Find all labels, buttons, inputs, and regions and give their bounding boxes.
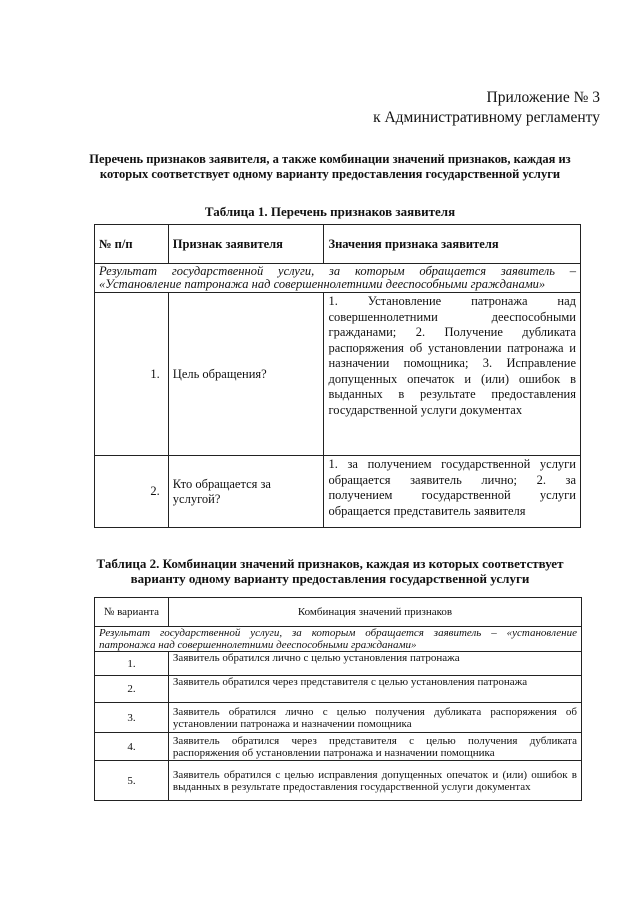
variant-text: Заявитель обратился через представителя с целью получения дубликата распоряжения об установлении патронажа и назначении помощника <box>168 733 581 761</box>
row-number: 2. <box>95 456 169 528</box>
document-heading: Перечень признаков заявителя, а также комбинации значений признаков, каждая из которых соответствует одному варианту предоставления государственной услуги <box>89 152 571 181</box>
result-row <box>95 627 582 652</box>
row-values: 1. за получением государственной услуги обращается заявитель лично; 2. за получением государственной услуги обращается представитель заявителя <box>324 456 581 528</box>
table-row <box>95 293 581 456</box>
row-number: 1. <box>95 293 169 456</box>
column-header-num: № п/п <box>95 225 169 264</box>
table-header-row <box>95 598 582 627</box>
variant-number: 4. <box>95 733 169 761</box>
result-text: Результат государственной услуги, за которым обращается заявитель – «Установление патронажа над совершеннолетними дееспособными гражданами» <box>95 264 581 293</box>
result-text: Результат государственной услуги, за которым обращается заявитель – «установление патронажа над совершеннолетними дееспособными гражданами» <box>95 627 582 652</box>
table-header-row <box>95 225 581 264</box>
row-values: 1. Установление патронажа над совершеннолетними дееспособными гражданами; 2. Получение дубликата распоряжения об установлении патронажа и назначении помощника; 3. Исправление допущенных опечаток и (или) ошибок в выданных в результате предоставления государственной услуги документах <box>324 293 581 456</box>
applicant-signs-table <box>94 224 581 528</box>
table-row <box>95 652 582 676</box>
column-header-combination: Комбинация значений признаков <box>168 598 581 627</box>
table-row <box>95 761 582 801</box>
column-header-values: Значения признака заявителя <box>324 225 581 264</box>
variant-number: 2. <box>95 676 169 703</box>
table2-title: Таблица 2. Комбинации значений признаков, каждая из которых соответствует варианту одному варианту предоставления государственной услуги <box>96 556 564 586</box>
result-row <box>95 264 581 293</box>
row-sign: Кто обращается за услугой? <box>168 456 324 528</box>
sign-combinations-table <box>94 597 582 801</box>
variant-text: Заявитель обратился через представителя с целью установления патронажа <box>168 676 581 703</box>
column-header-sign: Признак заявителя <box>168 225 324 264</box>
table-row <box>95 733 582 761</box>
row-sign: Цель обращения? <box>168 293 324 456</box>
table-row <box>95 703 582 733</box>
variant-number: 1. <box>95 652 169 676</box>
table1-title: Таблица 1. Перечень признаков заявителя <box>204 204 456 219</box>
table-row <box>95 456 581 528</box>
variant-text: Заявитель обратился с целью исправления допущенных опечаток и (или) ошибок в выданных в результате предоставления государственной услуги документах <box>168 761 581 801</box>
variant-number: 3. <box>95 703 169 733</box>
variant-text: Заявитель обратился лично с целью получения дубликата распоряжения об установлении патронажа и назначении помощника <box>168 703 581 733</box>
appendix-number: Приложение № 3 <box>486 89 600 106</box>
variant-number: 5. <box>95 761 169 801</box>
variant-text: Заявитель обратился лично с целью установления патронажа <box>168 652 581 676</box>
table-row <box>95 676 582 703</box>
column-header-variant: № варианта <box>95 598 169 627</box>
appendix-reference: к Административному регламенту <box>373 109 600 126</box>
